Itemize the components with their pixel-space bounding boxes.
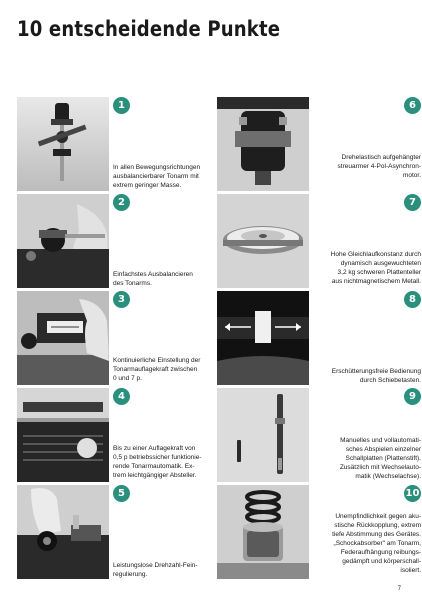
- page-title: 10 entscheidende Punkte: [17, 17, 281, 41]
- feature-item-9: [217, 388, 421, 482]
- feature-number-badge: 10: [404, 485, 421, 502]
- feature-number-badge: 4: [113, 388, 130, 405]
- feature-number-badge: 2: [113, 194, 130, 211]
- feature-caption: Einfachstes Ausbalancieren des Tonarms.: [113, 271, 193, 287]
- feature-caption: In allen Bewegungsrichtungen ausbalancierbarer Tonarm mit extrem geringer Masse.: [113, 164, 201, 189]
- feature-number-badge: 6: [404, 97, 421, 114]
- feature-item-7: [217, 194, 421, 288]
- photo-tonearm-balancing: [17, 194, 109, 288]
- page-number: 7: [397, 586, 401, 592]
- feature-caption: Bis zu einer Auflagekraft von 0,5 p betriebssicher funktionie- rende Tonarmautomatik. Ex- trem leichtgängiger Absteller.: [113, 445, 202, 479]
- feature-number-badge: 9: [404, 388, 421, 405]
- feature-caption: Kontinuierliche Einstellung der Tonarmauflagekraft zwischen 0 und 7 p.: [113, 357, 201, 382]
- feature-item-3: [17, 291, 221, 385]
- photo-tracking-force-scale: [17, 291, 109, 385]
- feature-caption: Erschütterungsfreie Bedienung durch Schiebetasten.: [331, 368, 421, 384]
- feature-caption: Leistungslose Drehzahl-Fein- regulierung.: [113, 562, 198, 578]
- photo-record-spindles: [217, 388, 309, 482]
- feature-item-5: [17, 485, 221, 579]
- feature-caption: Hohe Gleichlaufkonstanz durch dynamisch ausgewuchteten 3,2 kg schweren Plattenteller aus nichtmagnetischem Metall.: [330, 251, 421, 285]
- feature-caption: Drehelastisch aufgehängter streuarmer 4-Pol-Asynchron- motor.: [337, 154, 421, 179]
- photo-tonearm-automatic: [17, 388, 109, 482]
- photo-motor: [217, 97, 309, 191]
- feature-number-badge: 8: [404, 291, 421, 308]
- feature-number-badge: 7: [404, 194, 421, 211]
- feature-item-8: [217, 291, 421, 385]
- feature-item-10: [217, 485, 421, 579]
- feature-caption: Unempfindlichkeit gegen aku- stische Rückkopplung, extrem tiefe Abstimmung des Gerätes. „Schockabsorber" am Tonarm, Federaufhängung reibungs- gedämpft und körperschall- isoliert.: [332, 513, 421, 574]
- photo-tonearm-counterweight: [17, 97, 109, 191]
- photo-shock-absorber-spring: [217, 485, 309, 579]
- feature-item-4: [17, 388, 221, 482]
- feature-item-2: [17, 194, 221, 288]
- feature-item-6: [217, 97, 421, 191]
- feature-caption: Manuelles und vollautomati- sches Abspielen einzelner Schallplatten (Plattenstift). Zusätzlich mit Wechselauto- matik (Wechselachse).: [339, 437, 421, 480]
- photo-slide-controls: [217, 291, 309, 385]
- feature-number-badge: 5: [113, 485, 130, 502]
- feature-number-badge: 1: [113, 97, 130, 114]
- photo-speed-fine-adjust: [17, 485, 109, 579]
- feature-item-1: [17, 97, 221, 191]
- photo-platter: [217, 194, 309, 288]
- feature-number-badge: 3: [113, 291, 130, 308]
